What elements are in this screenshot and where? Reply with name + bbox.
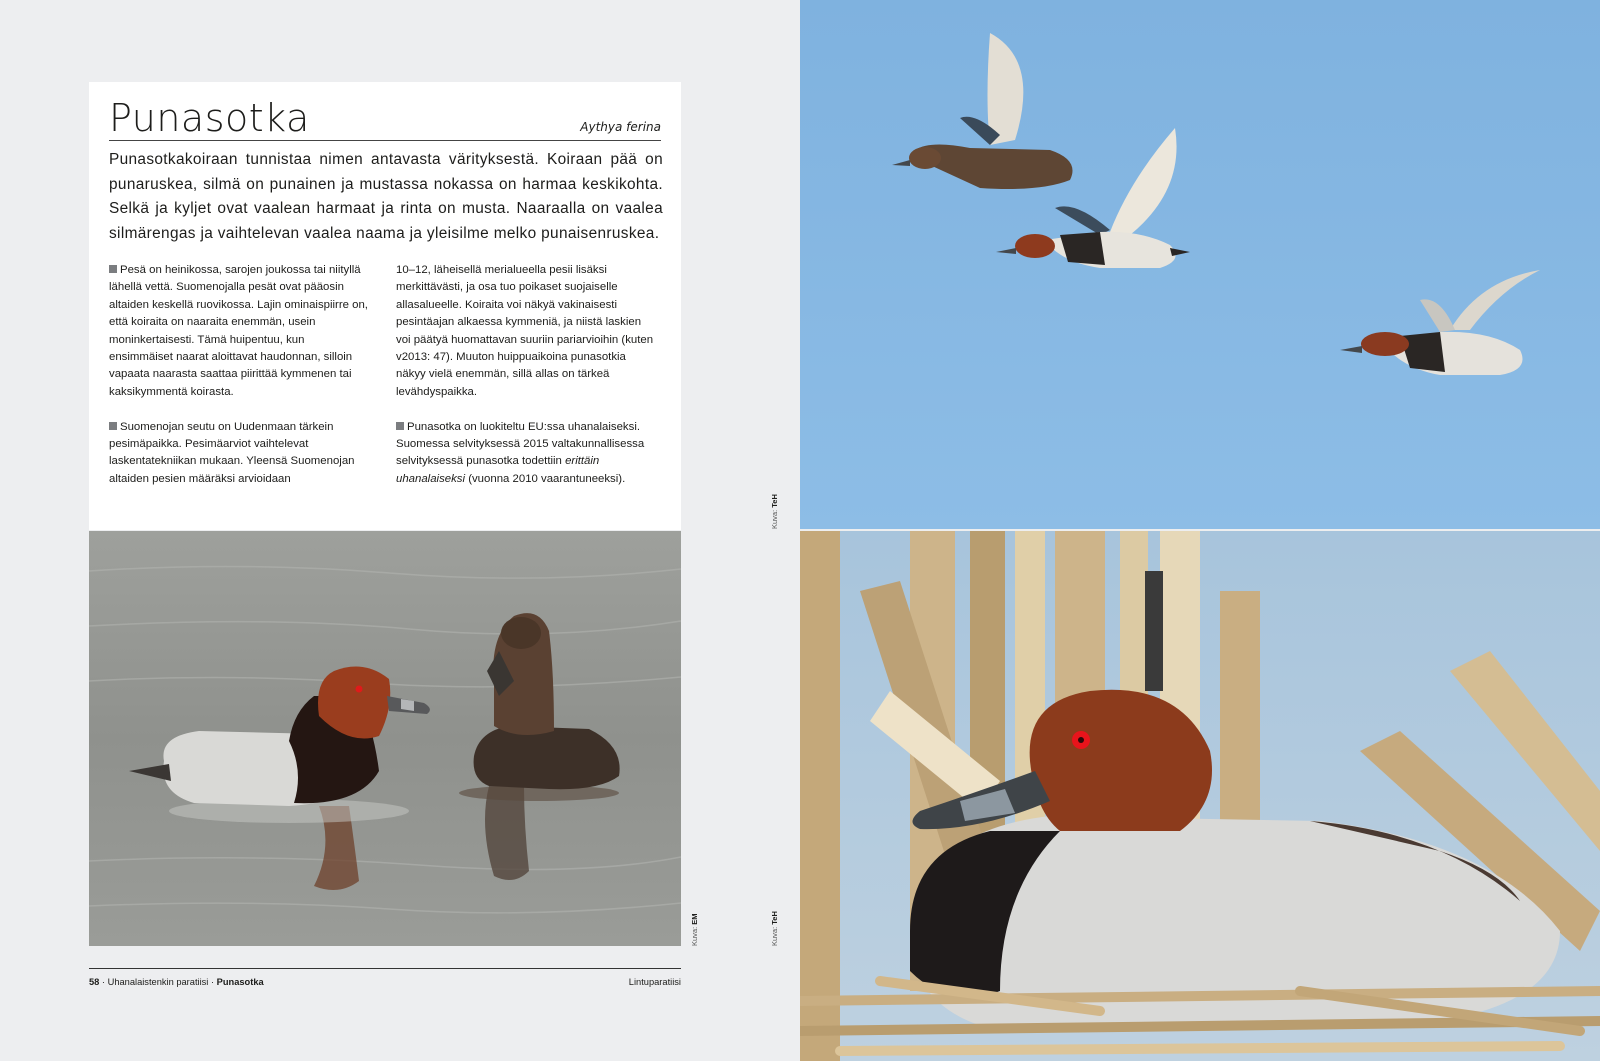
photo-credit-pair: Kuva: EM <box>690 913 699 946</box>
article-title: Punasotka <box>109 96 310 140</box>
latin-name: Aythya ferina <box>580 120 661 134</box>
body-column-left <box>109 262 371 506</box>
body-column-right <box>396 262 658 506</box>
body-paragraph: Pesä on heinikossa, sarojen joukossa tai niityllä lähellä vettä. Suomenojalla pesät ovat pääosin altaiden keskellä ruovikossa. Lajin ominaispiirre on, että koiraita on naaraita enemmän, usein moninkertaisesti. Tämä huipentuu, kun ensimmäiset naarat aloittavat haudonnan, silloin vapaata naarasta saattaa piirittää kymmenen tai kaksikymmentä koirasta. <box>109 264 368 398</box>
photo-ducks-on-water <box>89 531 681 946</box>
photo-duck-on-nest <box>800 531 1600 1061</box>
square-bullet-icon <box>109 265 117 273</box>
title-rule <box>109 140 661 141</box>
photo-credit-nest: Kuva: TeH <box>770 911 779 946</box>
body-paragraph: Suomenojan seutu on Uudenmaan tärkein pesimäpaikka. Pesimäarviot vaihtelevat laskentatekniikan mukaan. Yleensä Suomenojan altaiden pesien määräksi arvioidaan <box>109 420 355 485</box>
footer-left: 58 · Uhanalaistenkin paratiisi · Punasotka <box>89 977 264 987</box>
page-number: 58 <box>89 977 100 987</box>
footer-rule <box>89 968 681 969</box>
footer-right: Lintuparatiisi <box>628 977 681 987</box>
square-bullet-icon <box>109 422 117 430</box>
article-card <box>89 82 681 530</box>
photo-credit-flight: Kuva: TeH <box>770 494 779 529</box>
section-name: Punasotka <box>216 977 264 987</box>
body-paragraph: 10–12, läheisellä merialueella pesii lisäksi merkittävästi, ja osa tuo poikaset suojaiselle allasalueelle. Koiraita voi näkyä vakinaisesti pesintäajan alkaessa kymmeniä, ja niistä laskien voi päätyä huomattavan suuriin pariarvioihin (kuten v2013: 47). Muuton huippuaikoina punasotkia näkyy vielä enemmän, sillä allas on tärkeä levähdyspaikka. <box>396 264 654 398</box>
square-bullet-icon <box>396 422 404 430</box>
body-paragraph: Punasotka on luokiteltu EU:ssa uhanalaiseksi. Suomessa selvityksessä 2015 valtakunnallisessa selvityksessä punasotka todettiin erittäin uhanalaiseksi (vuonna 2010 vaarantuneeksi). <box>396 420 645 485</box>
photo-ducks-in-flight <box>800 0 1600 529</box>
lead-paragraph: Punasotkakoiraan tunnistaa nimen antavasta värityksestä. Koiraan pää on punaruskea, silmä on punainen ja mustassa nokassa on harmaa keskikohta. Selkä ja kyljet ovat vaalean harmaat ja rinta on musta. Naaraalla on vaalea silmärengas ja vaihtelevan vaalea naama ja yleisilme melko punaisenruskea. <box>109 151 663 242</box>
